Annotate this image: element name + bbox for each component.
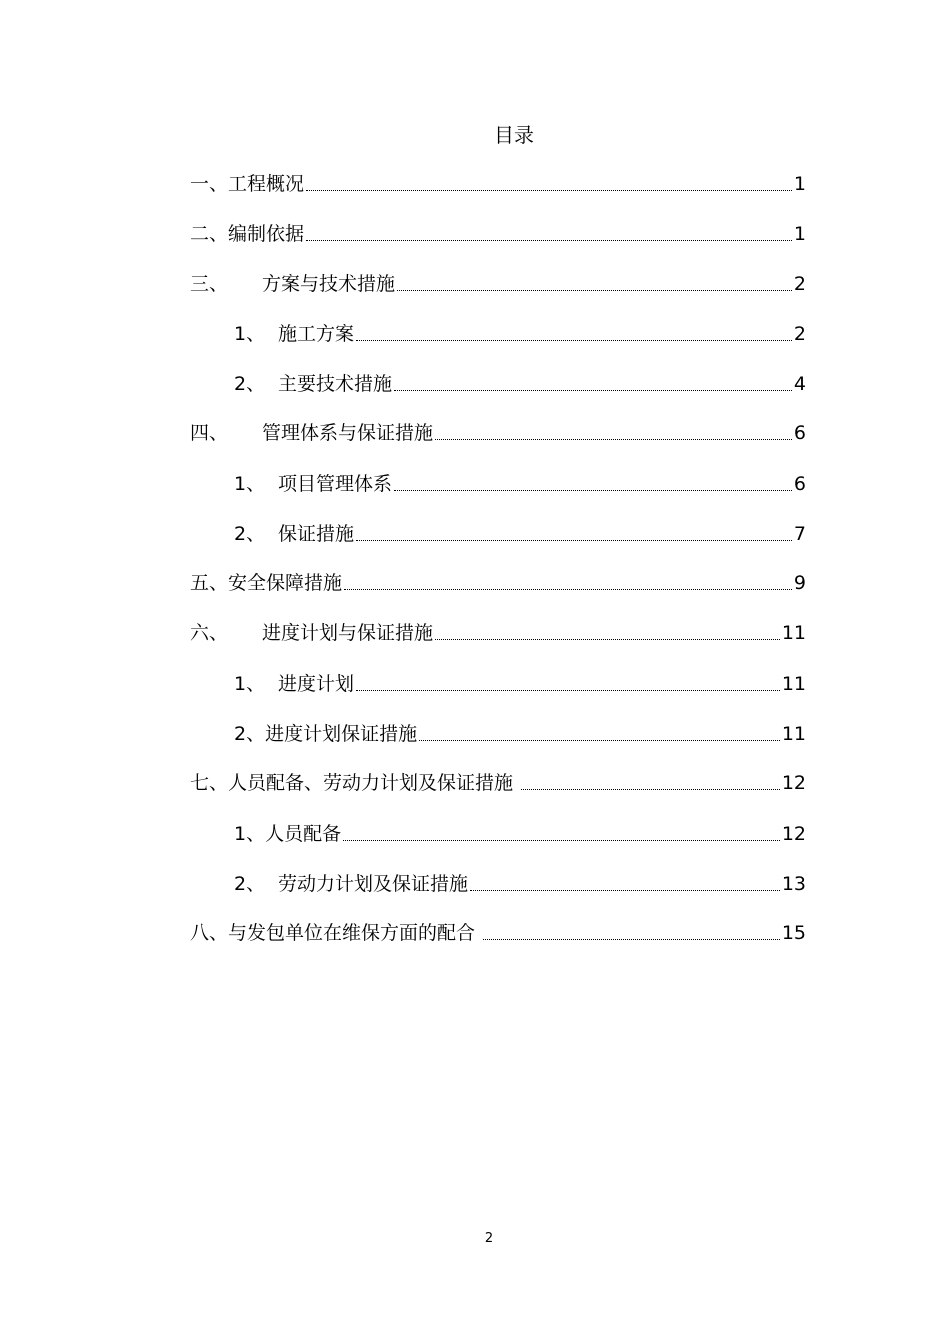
- toc-entry[interactable]: [234, 818, 806, 850]
- toc-entry[interactable]: [234, 868, 806, 900]
- toc-title: 目录: [494, 123, 534, 147]
- page-number: 2: [484, 1231, 494, 1246]
- toc-entry[interactable]: [190, 268, 806, 300]
- toc-entry-text: 进度计划: [278, 673, 355, 695]
- toc-entry[interactable]: [234, 368, 806, 400]
- toc-dot-leader: [394, 390, 792, 391]
- toc-entry-number: 三、: [190, 273, 229, 295]
- toc-entry[interactable]: [190, 168, 806, 200]
- toc-entry-number: 一、: [190, 173, 229, 195]
- toc-entry-text: 工程概况: [228, 173, 305, 195]
- toc-entry-text: 主要技术措施: [278, 373, 393, 395]
- toc-dot-leader: [435, 439, 792, 440]
- toc-entry-page: 6: [793, 422, 806, 444]
- toc-entry-text: 人员配备、劳动力计划及保证措施: [228, 772, 514, 794]
- toc-entry-number: 五、: [190, 572, 229, 594]
- toc-entry-page: 4: [793, 373, 806, 395]
- toc-entry-number: 二、: [190, 223, 229, 245]
- toc-entry[interactable]: [190, 767, 806, 799]
- toc-entry-text: 与发包单位在维保方面的配合: [228, 922, 476, 944]
- toc-entry[interactable]: [190, 567, 806, 599]
- toc-entry-number: 2、: [234, 723, 266, 745]
- toc-dot-leader: [356, 340, 792, 341]
- toc-dot-leader: [356, 540, 792, 541]
- toc-entry[interactable]: [234, 718, 806, 750]
- toc-entry-text: 进度计划与保证措施: [262, 622, 434, 644]
- toc-entry-number: 1、: [234, 473, 266, 495]
- toc-entry[interactable]: [190, 617, 806, 649]
- toc-entry-page: 1: [793, 173, 806, 195]
- toc-entry-page: 11: [781, 673, 806, 695]
- toc-entry-page: 13: [781, 873, 806, 895]
- toc-dot-leader: [306, 240, 792, 241]
- toc-dot-leader: [356, 690, 780, 691]
- toc-entry-page: 2: [793, 273, 806, 295]
- toc-entry-page: 7: [793, 523, 806, 545]
- toc-dot-leader: [397, 290, 792, 291]
- toc-dot-leader: [306, 190, 792, 191]
- toc-entry[interactable]: [190, 917, 806, 949]
- toc-entry[interactable]: [190, 218, 806, 250]
- toc-entry-page: 15: [781, 922, 806, 944]
- toc-entry-text: 管理体系与保证措施: [262, 422, 434, 444]
- toc-dot-leader: [470, 890, 780, 891]
- toc-dot-leader: [394, 490, 792, 491]
- toc-entry-text: 进度计划保证措施: [265, 723, 418, 745]
- toc-entry-page: 11: [781, 622, 806, 644]
- toc-dot-leader: [419, 740, 780, 741]
- toc-entry-text: 人员配备: [265, 823, 342, 845]
- toc-entry-number: 2、: [234, 873, 266, 895]
- toc-entry-page: 2: [793, 323, 806, 345]
- toc-entry-number: 六、: [190, 622, 229, 644]
- toc-entry-number: 八、: [190, 922, 229, 944]
- toc-entry-number: 2、: [234, 523, 266, 545]
- toc-entry[interactable]: [234, 468, 806, 500]
- toc-entry-page: 1: [793, 223, 806, 245]
- toc-entry-text: 安全保障措施: [228, 572, 343, 594]
- toc-entry[interactable]: [234, 518, 806, 550]
- toc-entry-number: 1、: [234, 823, 266, 845]
- toc-entry-text: 方案与技术措施: [262, 273, 396, 295]
- toc-entry[interactable]: [234, 668, 806, 700]
- toc-entry-page: 9: [793, 572, 806, 594]
- toc-entry-text: 保证措施: [278, 523, 355, 545]
- toc-dot-leader: [521, 789, 780, 790]
- toc-entry-text: 施工方案: [278, 323, 355, 345]
- toc-entry-page: 12: [781, 823, 806, 845]
- toc-entry-number: 1、: [234, 673, 266, 695]
- toc-entry-page: 11: [781, 723, 806, 745]
- toc-entry[interactable]: [234, 318, 806, 350]
- toc-entry-page: 6: [793, 473, 806, 495]
- toc-dot-leader: [435, 639, 780, 640]
- toc-dot-leader: [483, 939, 780, 940]
- toc-entry-number: 2、: [234, 373, 266, 395]
- toc-entry-text: 项目管理体系: [278, 473, 393, 495]
- toc-entry-number: 四、: [190, 422, 229, 444]
- toc-entry-text: 编制依据: [228, 223, 305, 245]
- toc-entry[interactable]: [190, 417, 806, 449]
- toc-dot-leader: [344, 589, 792, 590]
- toc-heading: [0, 120, 950, 150]
- page-footer: [0, 1229, 950, 1249]
- toc-entry-number: 七、: [190, 772, 229, 794]
- toc-entry-page: 12: [781, 772, 806, 794]
- toc-entry-number: 1、: [234, 323, 266, 345]
- toc-entry-text: 劳动力计划及保证措施: [278, 873, 469, 895]
- toc-dot-leader: [343, 840, 780, 841]
